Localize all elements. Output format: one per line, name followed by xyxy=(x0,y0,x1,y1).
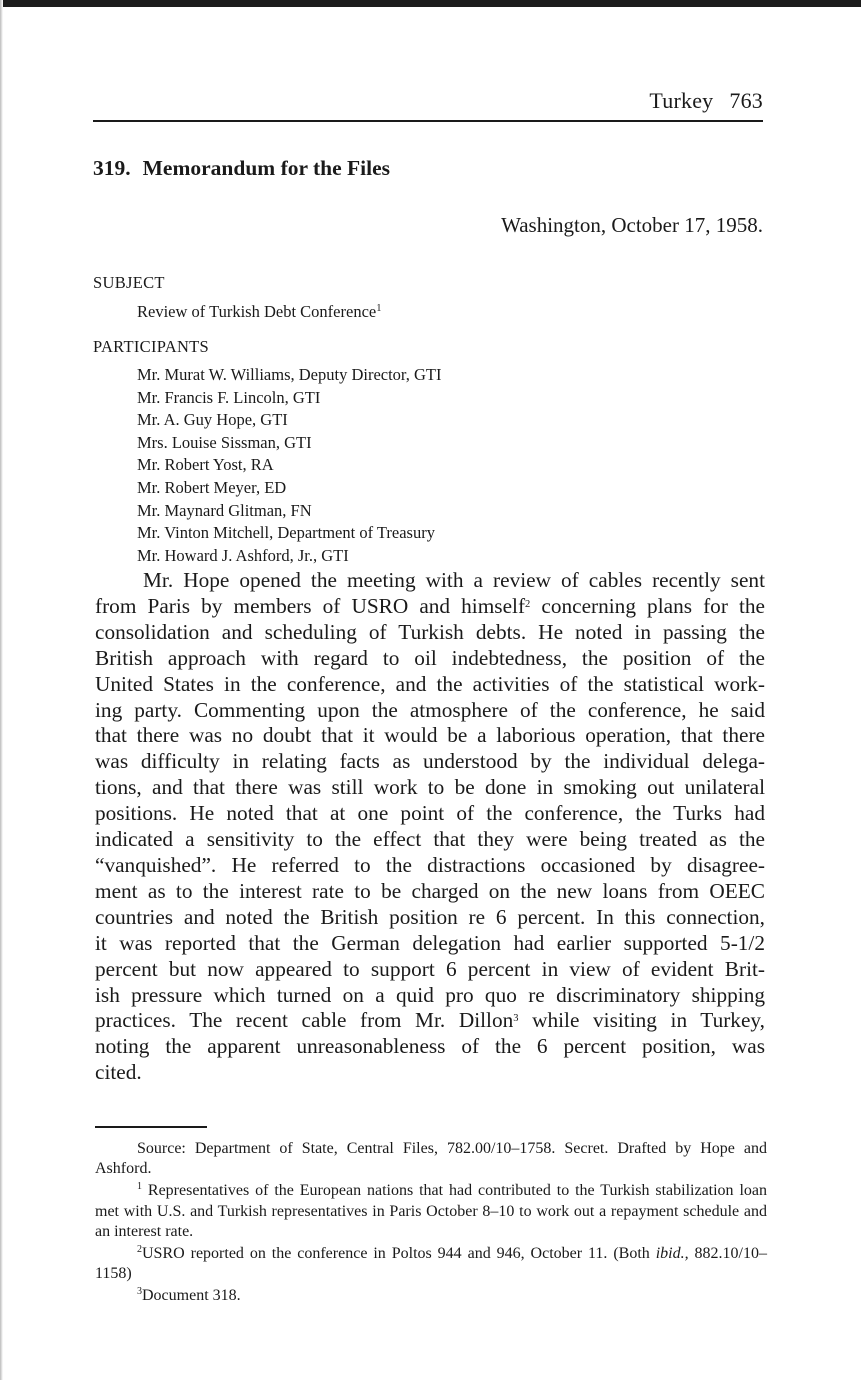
scan-left-shadow xyxy=(0,0,3,1380)
participants-list xyxy=(137,364,442,567)
footnote-ref-1[interactable]: 1 xyxy=(376,303,382,314)
participant: Mrs. Louise Sissman, GTI xyxy=(137,432,312,452)
body-line-text: practices. The recent cable from Mr. Dillon xyxy=(95,1008,514,1033)
footnote-3-mark: 3 xyxy=(137,1286,142,1298)
body-line-text: while visiting in Turkey, xyxy=(518,1008,766,1033)
footnote-2 xyxy=(95,1244,767,1285)
document-title-text: Memorandum for the Files xyxy=(142,156,391,180)
participant: Mr. Maynard Glitman, FN xyxy=(137,500,312,520)
participant: Mr. Vinton Mitchell, Department of Treasury xyxy=(137,523,435,543)
participant: Mr. Howard J. Ashford, Jr., GTI xyxy=(137,545,349,565)
body-line: United States in the conference, and the activities of the statistical work- xyxy=(95,671,765,696)
running-header xyxy=(93,88,763,118)
subject-label: SUBJECT xyxy=(93,273,165,292)
participants-label: PARTICIPANTS xyxy=(93,337,210,356)
body-line-text: concerning plans for the xyxy=(530,593,765,618)
footnotes xyxy=(95,1139,767,1308)
participant: Mr. Francis F. Lincoln, GTI xyxy=(137,387,321,407)
body-line: it was reported that the German delegation had earlier supported 5-1/2 xyxy=(95,930,765,955)
footnote-1-mark: 1 xyxy=(137,1181,142,1193)
footnote-source-text: Source: Department of State, Central Files, 782.00/10–1758. Secret. Drafted by Hope and Ashford. xyxy=(95,1140,767,1178)
body-line: that there was no doubt that it would be a laborious operation, that there xyxy=(95,723,765,748)
running-title: Turkey xyxy=(649,88,714,113)
subject-value: Review of Turkish Debt Conference xyxy=(137,302,377,321)
participant: Mr. Robert Meyer, ED xyxy=(137,477,287,497)
scan-top-edge xyxy=(0,0,861,7)
footnote-ref-2[interactable]: 2 xyxy=(525,598,531,610)
body-line xyxy=(95,1008,765,1034)
body-line: countries and noted the British position re 6 percent. In this connection, xyxy=(95,904,765,929)
body-line: percent but now appeared to support 6 percent in view of evident Brit- xyxy=(95,956,765,981)
footnote-rule xyxy=(95,1126,207,1128)
body-line: “vanquished”. He referred to the distractions occasioned by disagree- xyxy=(95,852,765,877)
body-line: tions, and that there was still work to be done in smoking out unilateral xyxy=(95,775,765,800)
footnote-2-mark: 2 xyxy=(137,1244,142,1256)
subject-text xyxy=(137,302,381,322)
body-line: positions. He noted that at one point of the conference, the Turks had xyxy=(95,801,765,826)
dateline: Washington, October 17, 1958. xyxy=(501,213,763,237)
footnote-1-text: Representatives of the European nations that had contributed to the Turkish stabilization loan met with U.S. and Turkish representatives in Paris October 8–10 to work out a repayment schedule and an interest rate. xyxy=(95,1182,768,1241)
body-line: was difficulty in relating facts as understood by the individual delega- xyxy=(95,749,765,774)
footnote-2-text-cont: 882.10/10–1158) xyxy=(95,1245,767,1283)
body-line xyxy=(95,594,765,620)
document-title xyxy=(93,156,390,181)
footnote-ref-3[interactable]: 3 xyxy=(513,1013,519,1025)
footnote-2-text: USRO reported on the conference in Poltos 944 and 946, October 11. (Both xyxy=(142,1245,656,1263)
footnote-2-ibid: ibid., xyxy=(655,1245,689,1263)
body-line: British approach with regard to oil indebtedness, the position of the xyxy=(95,645,765,670)
body-line: consolidation and scheduling of Turkish debts. He noted in passing the xyxy=(95,619,765,644)
participant: Mr. Murat W. Williams, Deputy Director, GTI xyxy=(137,365,442,384)
running-header-text xyxy=(649,88,763,114)
header-rule xyxy=(93,120,763,122)
footnote-3-text: Document 318. xyxy=(142,1287,241,1305)
footnote-1 xyxy=(95,1181,767,1242)
participant: Mr. A. Guy Hope, GTI xyxy=(137,410,288,430)
page-number: 763 xyxy=(729,88,763,113)
body-line: ing party. Commenting upon the atmosphere of the conference, he said xyxy=(95,697,765,722)
body-line: ment as to the interest rate to be charged on the new loans from OEEC xyxy=(95,878,765,903)
footnote-3 xyxy=(95,1286,767,1306)
document-number: 319. xyxy=(93,156,131,180)
participant: Mr. Robert Yost, RA xyxy=(137,455,274,475)
body-line: Mr. Hope opened the meeting with a review of cables recently sent xyxy=(143,568,765,592)
body-line: ish pressure which turned on a quid pro quo re discriminatory shipping xyxy=(95,982,765,1007)
footnote-source xyxy=(95,1139,767,1180)
body-line-text: from Paris by members of USRO and himself xyxy=(95,593,526,618)
body-line: cited. xyxy=(95,1060,142,1085)
body-line: noting the apparent unreasonableness of the 6 percent position, was xyxy=(95,1034,765,1059)
body-paragraph xyxy=(95,568,765,1086)
body-line: indicated a sensitivity to the effect that they were being treated as the xyxy=(95,827,765,852)
